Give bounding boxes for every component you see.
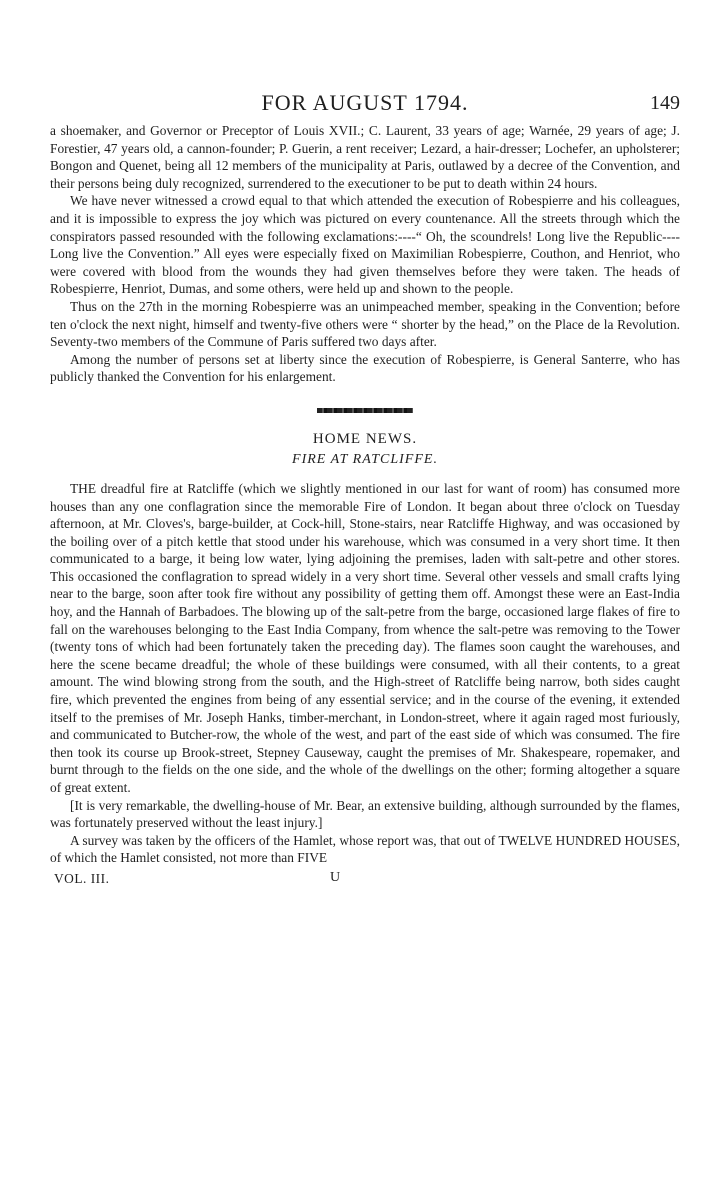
paragraph: Among the number of persons set at liberty since the execution of Robespierre, is General Santerre, who has publicly thanked the Convention for his enlargement. <box>50 351 680 385</box>
paragraph: a shoemaker, and Governor or Preceptor of Louis XVII.; C. Laurent, 33 years of age; Warnée, 29 years of age; J. Forestier, 47 years old, a cannon-founder; P. Guerin, a rent receiver; Lezard, a hair-dresser; Lochefer, an upholsterer; Bongon and Quenet, being all 12 members of the municipality at Paris, outlawed by a decree of the Convention, and their persons being duly recognized, surrendered to the executioner to be put to death within 24 hours. <box>50 123 680 191</box>
paragraph: We have never witnessed a crowd equal to that which attended the execution of Robespierre and his colleagues, and it is impossible to express the joy which was pictured on every countenance. All the streets through which the conspirators passed resounded with the following exclamations:----“ Oh, the scoundrels! Long live the Republic----Long live the Convention.” All eyes were especially fixed on Maximilian Robespierre, Couthon, and Henriot, who were covered with blood from the wounds they had given themselves before they were taken. The heads of Robespierre, Henriot, Dumas, and some others, were held up and shown to the people. <box>50 193 680 297</box>
ornamental-rule <box>317 408 413 413</box>
section-title: HOME NEWS. <box>312 430 418 447</box>
signature-mark: U <box>330 869 341 885</box>
running-title: FOR AUGUST 1794. <box>261 90 469 115</box>
paragraph: THE dreadful fire at Ratcliffe (which we slightly mentioned in our last for want of room) has consumed more houses than any one conflagration since the memorable Fire of London. It began about three o'clock on Tuesday afternoon, at Mr. Cloves's, barge-builder, at Cock-hill, Stone-stairs, near Ratcliffe Highway, and was occasioned by the boiling over of a pitch kettle that stood under his warehouse, which was consumed in a very short time. It then communicated to a barge, it being low water, lying adjoining the premises, laden with salt-petre and other stores. This occasioned the conflagration to spread widely in a very short time. Several other vessels and small crafts lying near to the barge, soon after took fire without any possibility of getting them off. Amongst these were an East-India hoy, and the Hannah of Barbadoes. The blowing up of the salt-petre from the barge, occasioned large flakes of fire to fall on the warehouses belonging to the East India Company, from whence the salt-petre was removing to the Tower (twenty tons of which had been fortunately taken the preceding day). The flames soon caught the warehouses, and here the scene became dreadful; the whole of these buildings were consumed, with all their contents, to a great amount. The wind blowing strong from the south, and the High-street of Ratcliffe being narrow, both sides caught fire, which prevented the engines from being of any essential service; and in the course of the evening, it extended itself to the premises of Mr. Joseph Hanks, timber-merchant, in London-street, where it again raged most furiously, and communicated to Butcher-row, the whole of the west, and part of the east side of which was consumed. The fire then took its course up Brook-street, Stepney Causeway, caught the premises of Mr. Shakespeare, ropemaker, and burnt through to the fields on the one side, and the whole of the dwellings on the other; forming altogether a square of great extent. <box>50 480 680 795</box>
volume-label: VOL. III. <box>54 870 110 886</box>
paragraph: Thus on the 27th in the morning Robespierre was an unimpeached member, speaking in the Convention; before ten o'clock the next night, himself and twenty-five others were “ shorter by the head,” on the Place de la Revolution. Seventy-two members of the Commune of Paris suffered two days after. <box>50 298 680 350</box>
page-number: 149 <box>650 92 680 114</box>
document-page <box>50 82 680 891</box>
page-footer <box>50 869 680 891</box>
article-top <box>50 122 680 386</box>
paragraph: A survey was taken by the officers of the Hamlet, whose report was, that out of TWELVE HUNDRED HOUSES, of which the Hamlet consisted, not more than FIVE <box>50 832 680 866</box>
article-bottom <box>50 480 680 867</box>
page-header <box>50 82 680 122</box>
subsection-title: FIRE AT RATCLIFFE. <box>292 451 438 467</box>
paragraph: [It is very remarkable, the dwelling-house of Mr. Bear, an extensive building, although surrounded by the flames, was fortunately preserved without the least injury.] <box>50 797 680 831</box>
